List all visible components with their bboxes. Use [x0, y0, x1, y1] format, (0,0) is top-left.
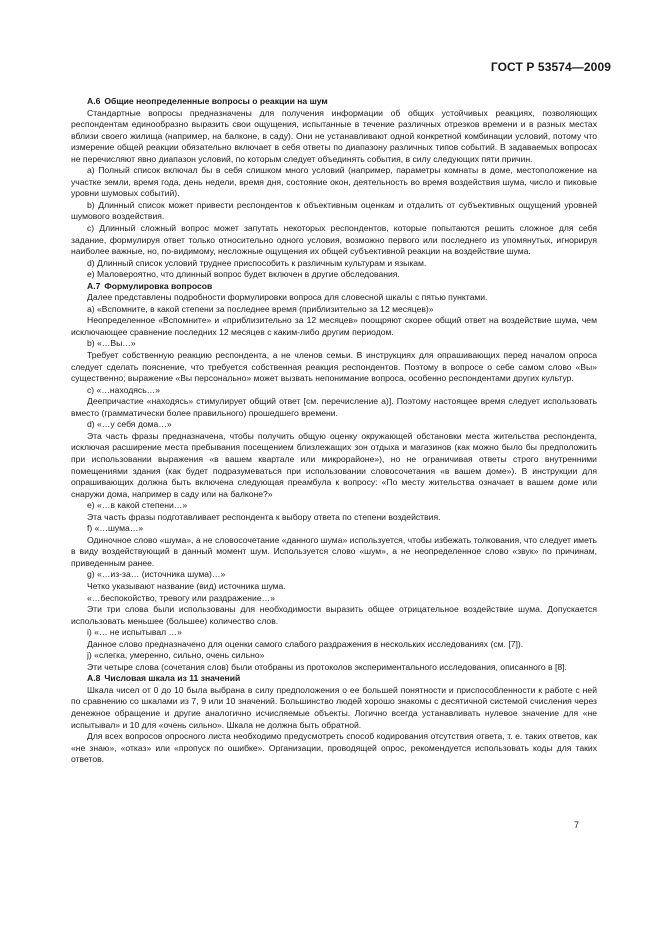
paragraph: a) «Вспомните, в какой степени за последнее время (приблизительно за 12 месяцев)»	[87, 303, 434, 314]
paragraph: «…беспокойство, тревогу или раздражение…»	[87, 592, 275, 603]
paragraph: j) «слегка, умеренно, сильно, очень сильно»	[87, 650, 265, 661]
page-number: 7	[573, 820, 579, 830]
section-heading	[71, 96, 597, 108]
paragraph: i) «… не испытывал …»	[87, 627, 182, 638]
paragraph: Неопределенное «Вспомните» и «приблизительно за 12 месяцев» поощряют скорее общий ответ на воздействие шума, чем исключающее сравнение последних 12 месяцев с каким-либо другим периодом.	[71, 315, 597, 337]
paragraph: b) «…Вы…»	[87, 338, 136, 349]
section-heading	[71, 281, 597, 293]
paragraph: Эта часть фразы подготавливает респондента к выбору ответа по степени воздействия.	[87, 511, 441, 522]
section-number: А.6	[87, 96, 101, 106]
section-number: А.8	[87, 673, 101, 684]
paragraph: c) «…находясь…»	[87, 384, 161, 395]
paragraph: f) «…шума…»	[87, 523, 144, 534]
standard-number: ГОСТ Р 53574—2009	[490, 60, 611, 74]
paragraph: a) Полный список включал бы в себя слишком много условий (например, параметры комнаты в доме, местоположение на участке земли, время года, день недели, время дня, состояние окон, деятельность во время воздействия шума, число и пиковые уровни шумовых событий).	[71, 165, 597, 199]
paragraph: Одиночное слово «шума», а не словосочетание «данного шума» используется, чтобы избежать толкования, что следует иметь в виду воздействующий в данный момент шум. Используется слово «шум», а не неопределенное слово «звук» по причинам, приведенным ранее.	[71, 534, 597, 568]
paragraph: Шкала чисел от 0 до 10 была выбрана в силу предположения о ее большей понятности и приспособленности к работе с ней по сравнению со шкалами из 7, 9 или 10 значений. Большинство людей хорошо знакомы с десятичной системой счисления через денежное обращение и другие аналогично исчисляемые объекты. Логично всегда устанавливать нулевое значение для «не испытывал» и 10 для «очень сильно». Шкала не должна быть обратной.	[71, 684, 597, 730]
document-body	[71, 96, 597, 766]
paragraph: c) Длинный сложный вопрос может запутать некоторых респондентов, которые попытаются решить сложное для себя задание, формулируя ответ только относительно одного условия, возможно первого или последнего из упомянутых, игнорируя наиболее важные, но, по-видимому, несложные ощущения их общей субъективной реакции на воздействие шума.	[71, 223, 597, 257]
paragraph: Деепричастие «находясь» стимулирует общий ответ [см. перечисление a)]. Поэтому настоящее время следует использовать вместо (грамматически более правильного) прошедшего времени.	[71, 396, 597, 418]
section-title: Общие неопределенные вопросы о реакции на шум	[104, 96, 328, 106]
paragraph: Эта часть фразы предназначена, чтобы получить общую оценку окружающей обстановки места жительства респондента, исключая расширение места пребывания посещением близлежащих зон отдыха и магазинов (как можно было бы предположить при использовании выражения «в вашем квартале или микрорайоне»), но не ограничивая ответы строго внутренними помещениями здания (как будет подразумеваться при использовании словосочетания «в вашем доме»). В инструкции для опрашивающих должна быть включена следующая преамбула к вопросу: «По месту жительства означает в вашем доме или снаружи дома, например в саду или на балконе?»	[71, 430, 597, 499]
section-number: А.7	[87, 280, 101, 291]
paragraph: e) «…в какой степени…»	[87, 500, 188, 511]
paragraph: Эти три слова были использованы для необходимости выразить общее отрицательное воздействие шума. Допускается использовать меньшее (большее) количество слов.	[71, 604, 597, 626]
paragraph: d) «…у себя дома…»	[87, 419, 172, 430]
paragraph: Данное слово предназначено для оценки самого слабого раздражения в нескольких исследованиях (см. [7]).	[87, 638, 524, 649]
paragraph: g) «…из-за… (источника шума)…»	[87, 569, 226, 580]
paragraph: Стандартные вопросы предназначены для получения информации об общих устойчивых реакциях, позволяющих респондентам единообразно выразить свои ощущения, испытанные в течение различных отрезков времени и в разных местах вблизи своего жилища (например, на балконе, в саду). Они не устанавливают одной конкретной комбинации условий, потому что измерение общей реакции обязательно включает в себя ответы по диапазону различных типов событий. В задаваемых вопросах не перечисляют явно диапазон условий, по которым следует объединять события, в силу следующих пяти причин.	[71, 107, 597, 164]
paragraph: d) Длинный список условий труднее приспособить к различным культурам и языкам.	[87, 257, 427, 268]
paragraph: Эти четыре слова (сочетания слов) были отобраны из протоколов экспериментального исследования, описанного в [8].	[87, 661, 567, 672]
section-title: Формулировка вопросов	[104, 280, 213, 291]
section-heading	[71, 673, 597, 685]
section-title: Числовая шкала из 11 значений	[104, 673, 241, 684]
paragraph: b) Длинный список может привести респондентов к объективным оценкам и отдалить от субъективных ощущений уровней шумового воздействия.	[71, 199, 597, 222]
paragraph: e) Маловероятно, что длинный вопрос будет включен в другие обследования.	[87, 269, 400, 280]
paragraph: Далее представлены подробности формулировки вопроса для словесной шкалы с пятью пунктами.	[87, 292, 488, 303]
paragraph: Для всех вопросов опросного листа необходимо предусмотреть способ кодирования отсутствия ответа, т. е. таких ответов, как «не знаю», «отказ» или «пропуск по ошибке». Организации, проводящей опрос, рекомендуется использовать коды для таких ответов.	[71, 731, 597, 765]
paragraph: Требует собственную реакцию респондента, а не членов семьи. В инструкциях для опрашивающих перед началом опроса следует сделать пояснение, что требуется собственная реакция респондентов. Поэтому в вопросе о себе самом слово «Вы» существенно; выражение «Вы персонально» может вызвать непонимание вопроса, особенно респондентами других культур.	[71, 350, 597, 384]
paragraph: Четко указывают название (вид) источника шума.	[87, 580, 286, 591]
